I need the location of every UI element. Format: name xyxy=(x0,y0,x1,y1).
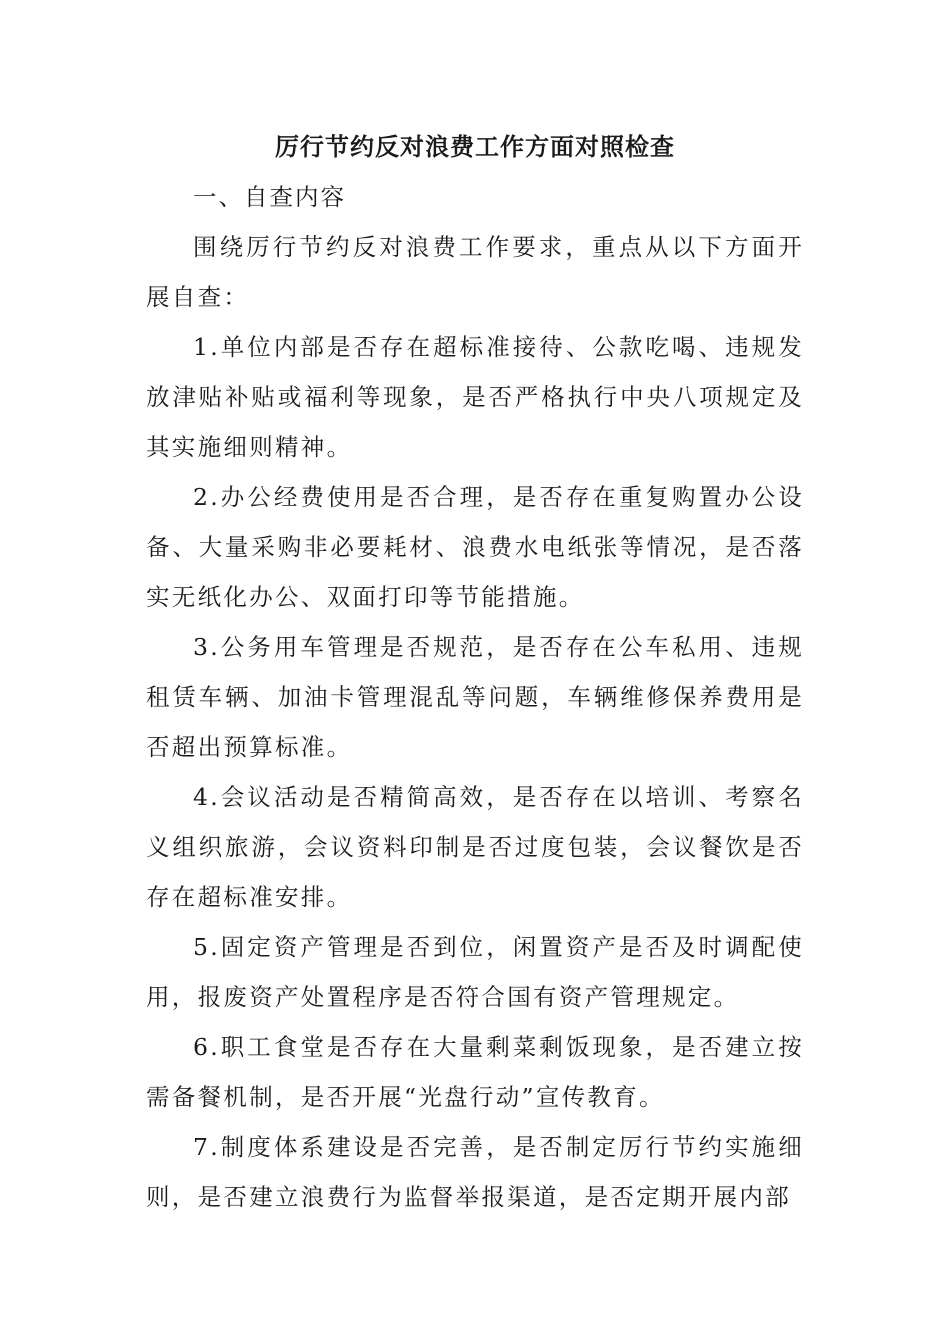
document-title: 厉行节约反对浪费工作方面对照检查 xyxy=(275,132,675,161)
intro-paragraph: 围绕厉行节约反对浪费工作要求，重点从以下方面开展自查： xyxy=(146,233,804,311)
checklist-item-7: 7.制度体系建设是否完善，是否制定厉行节约实施细则，是否建立浪费行为监督举报渠道，是否定期开展内部 xyxy=(146,1133,804,1211)
document-page xyxy=(146,122,804,1222)
checklist-item-1: 1.单位内部是否存在超标准接待、公款吃喝、违规发放津贴补贴或福利等现象，是否严格执行中央八项规定及其实施细则精神。 xyxy=(146,333,804,461)
checklist-item-4: 4.会议活动是否精简高效，是否存在以培训、考察名义组织旅游，会议资料印制是否过度包装，会议餐饮是否存在超标准安排。 xyxy=(146,783,804,911)
checklist-item-5: 5.固定资产管理是否到位，闲置资产是否及时调配使用，报废资产处置程序是否符合国有资产管理规定。 xyxy=(146,933,804,1011)
checklist-item-3: 3.公务用车管理是否规范，是否存在公车私用、违规租赁车辆、加油卡管理混乱等问题，车辆维修保养费用是否超出预算标准。 xyxy=(146,633,804,761)
section-heading: 一、自查内容 xyxy=(193,183,346,211)
checklist-item-2: 2.办公经费使用是否合理，是否存在重复购置办公设备、大量采购非必要耗材、浪费水电纸张等情况，是否落实无纸化办公、双面打印等节能措施。 xyxy=(146,483,804,611)
checklist-item-6: 6.职工食堂是否存在大量剩菜剩饭现象，是否建立按需备餐机制，是否开展“光盘行动”宣传教育。 xyxy=(146,1033,804,1111)
